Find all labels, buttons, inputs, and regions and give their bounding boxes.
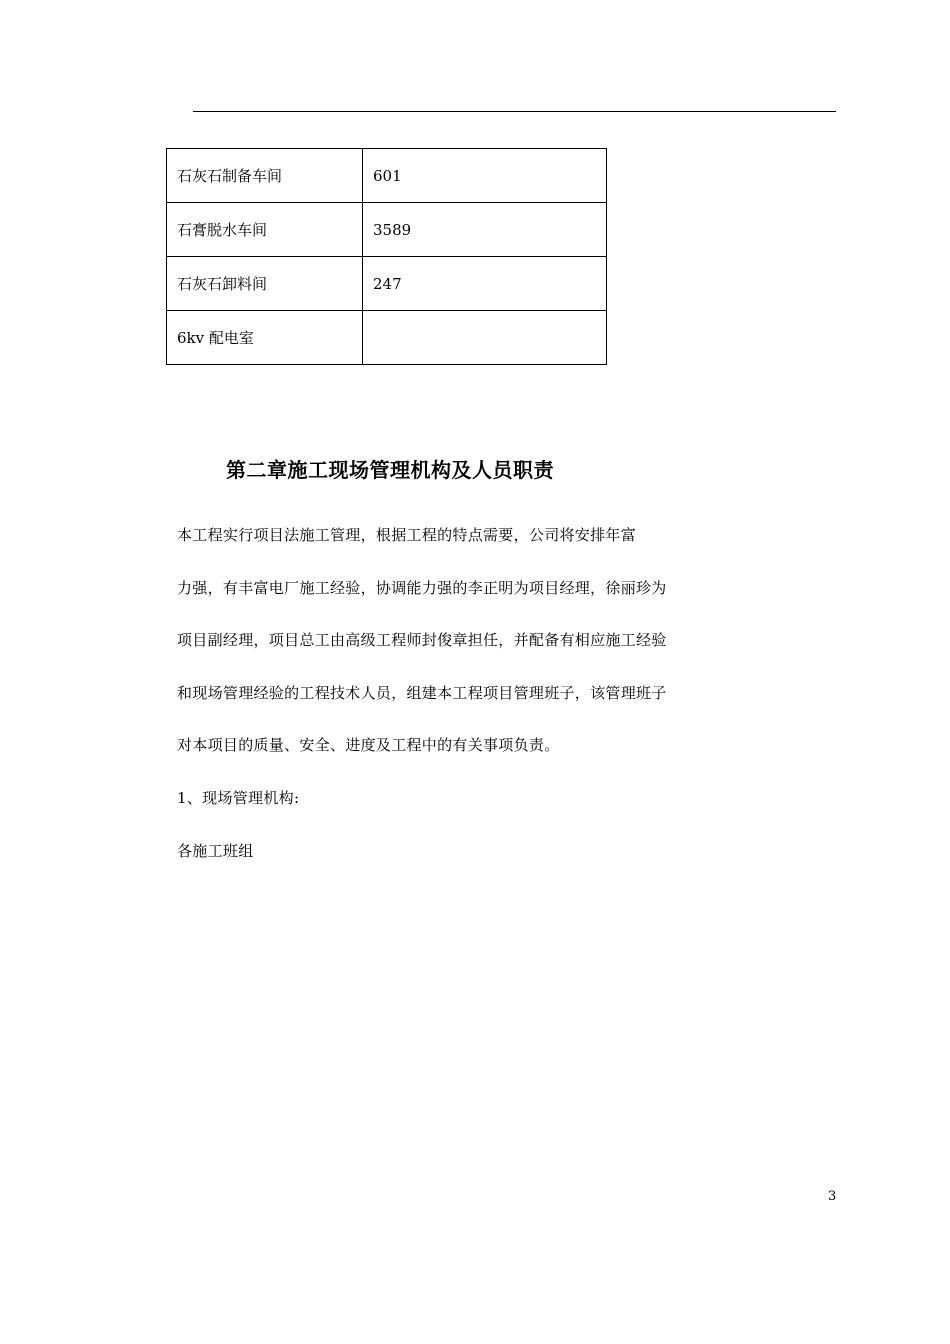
body-paragraph-line: 和现场管理经验的工程技术人员，组建本工程项目管理班子，该管理班子 bbox=[177, 684, 667, 702]
workshop-value-cell: 247 bbox=[363, 257, 607, 311]
body-paragraph-line: 对本项目的质量、安全、进度及工程中的有关事项负责。 bbox=[177, 736, 560, 754]
body-paragraph-line: 项目副经理，项目总工由高级工程师封俊章担任，并配备有相应施工经验 bbox=[177, 631, 667, 649]
body-paragraph-line: 力强，有丰富电厂施工经验，协调能力强的李正明为项目经理，徐丽珍为 bbox=[177, 579, 667, 597]
table-row bbox=[167, 311, 607, 365]
workshop-name-cell: 6kv 配电室 bbox=[167, 311, 363, 365]
body-paragraph-line: 本工程实行项目法施工管理，根据工程的特点需要，公司将安排年富 bbox=[177, 526, 637, 544]
workshop-table bbox=[166, 148, 607, 365]
page-number: 3 bbox=[828, 1189, 837, 1204]
section-heading: 1、现场管理机构: bbox=[177, 789, 300, 807]
workshop-value-cell bbox=[363, 311, 607, 365]
workshop-name-cell: 石灰石卸料间 bbox=[167, 257, 363, 311]
workshop-name-cell: 石灰石制备车间 bbox=[167, 149, 363, 203]
workshop-name-cell: 石膏脱水车间 bbox=[167, 203, 363, 257]
table-row bbox=[167, 257, 607, 311]
org-chart-label: 各施工班组 bbox=[177, 842, 254, 860]
table-row bbox=[167, 203, 607, 257]
workshop-value-cell: 3589 bbox=[363, 203, 607, 257]
chapter-title: 第二章施工现场管理机构及人员职责 bbox=[226, 458, 554, 482]
table-row bbox=[167, 149, 607, 203]
workshop-value-cell: 601 bbox=[363, 149, 607, 203]
header-rule bbox=[193, 111, 836, 112]
